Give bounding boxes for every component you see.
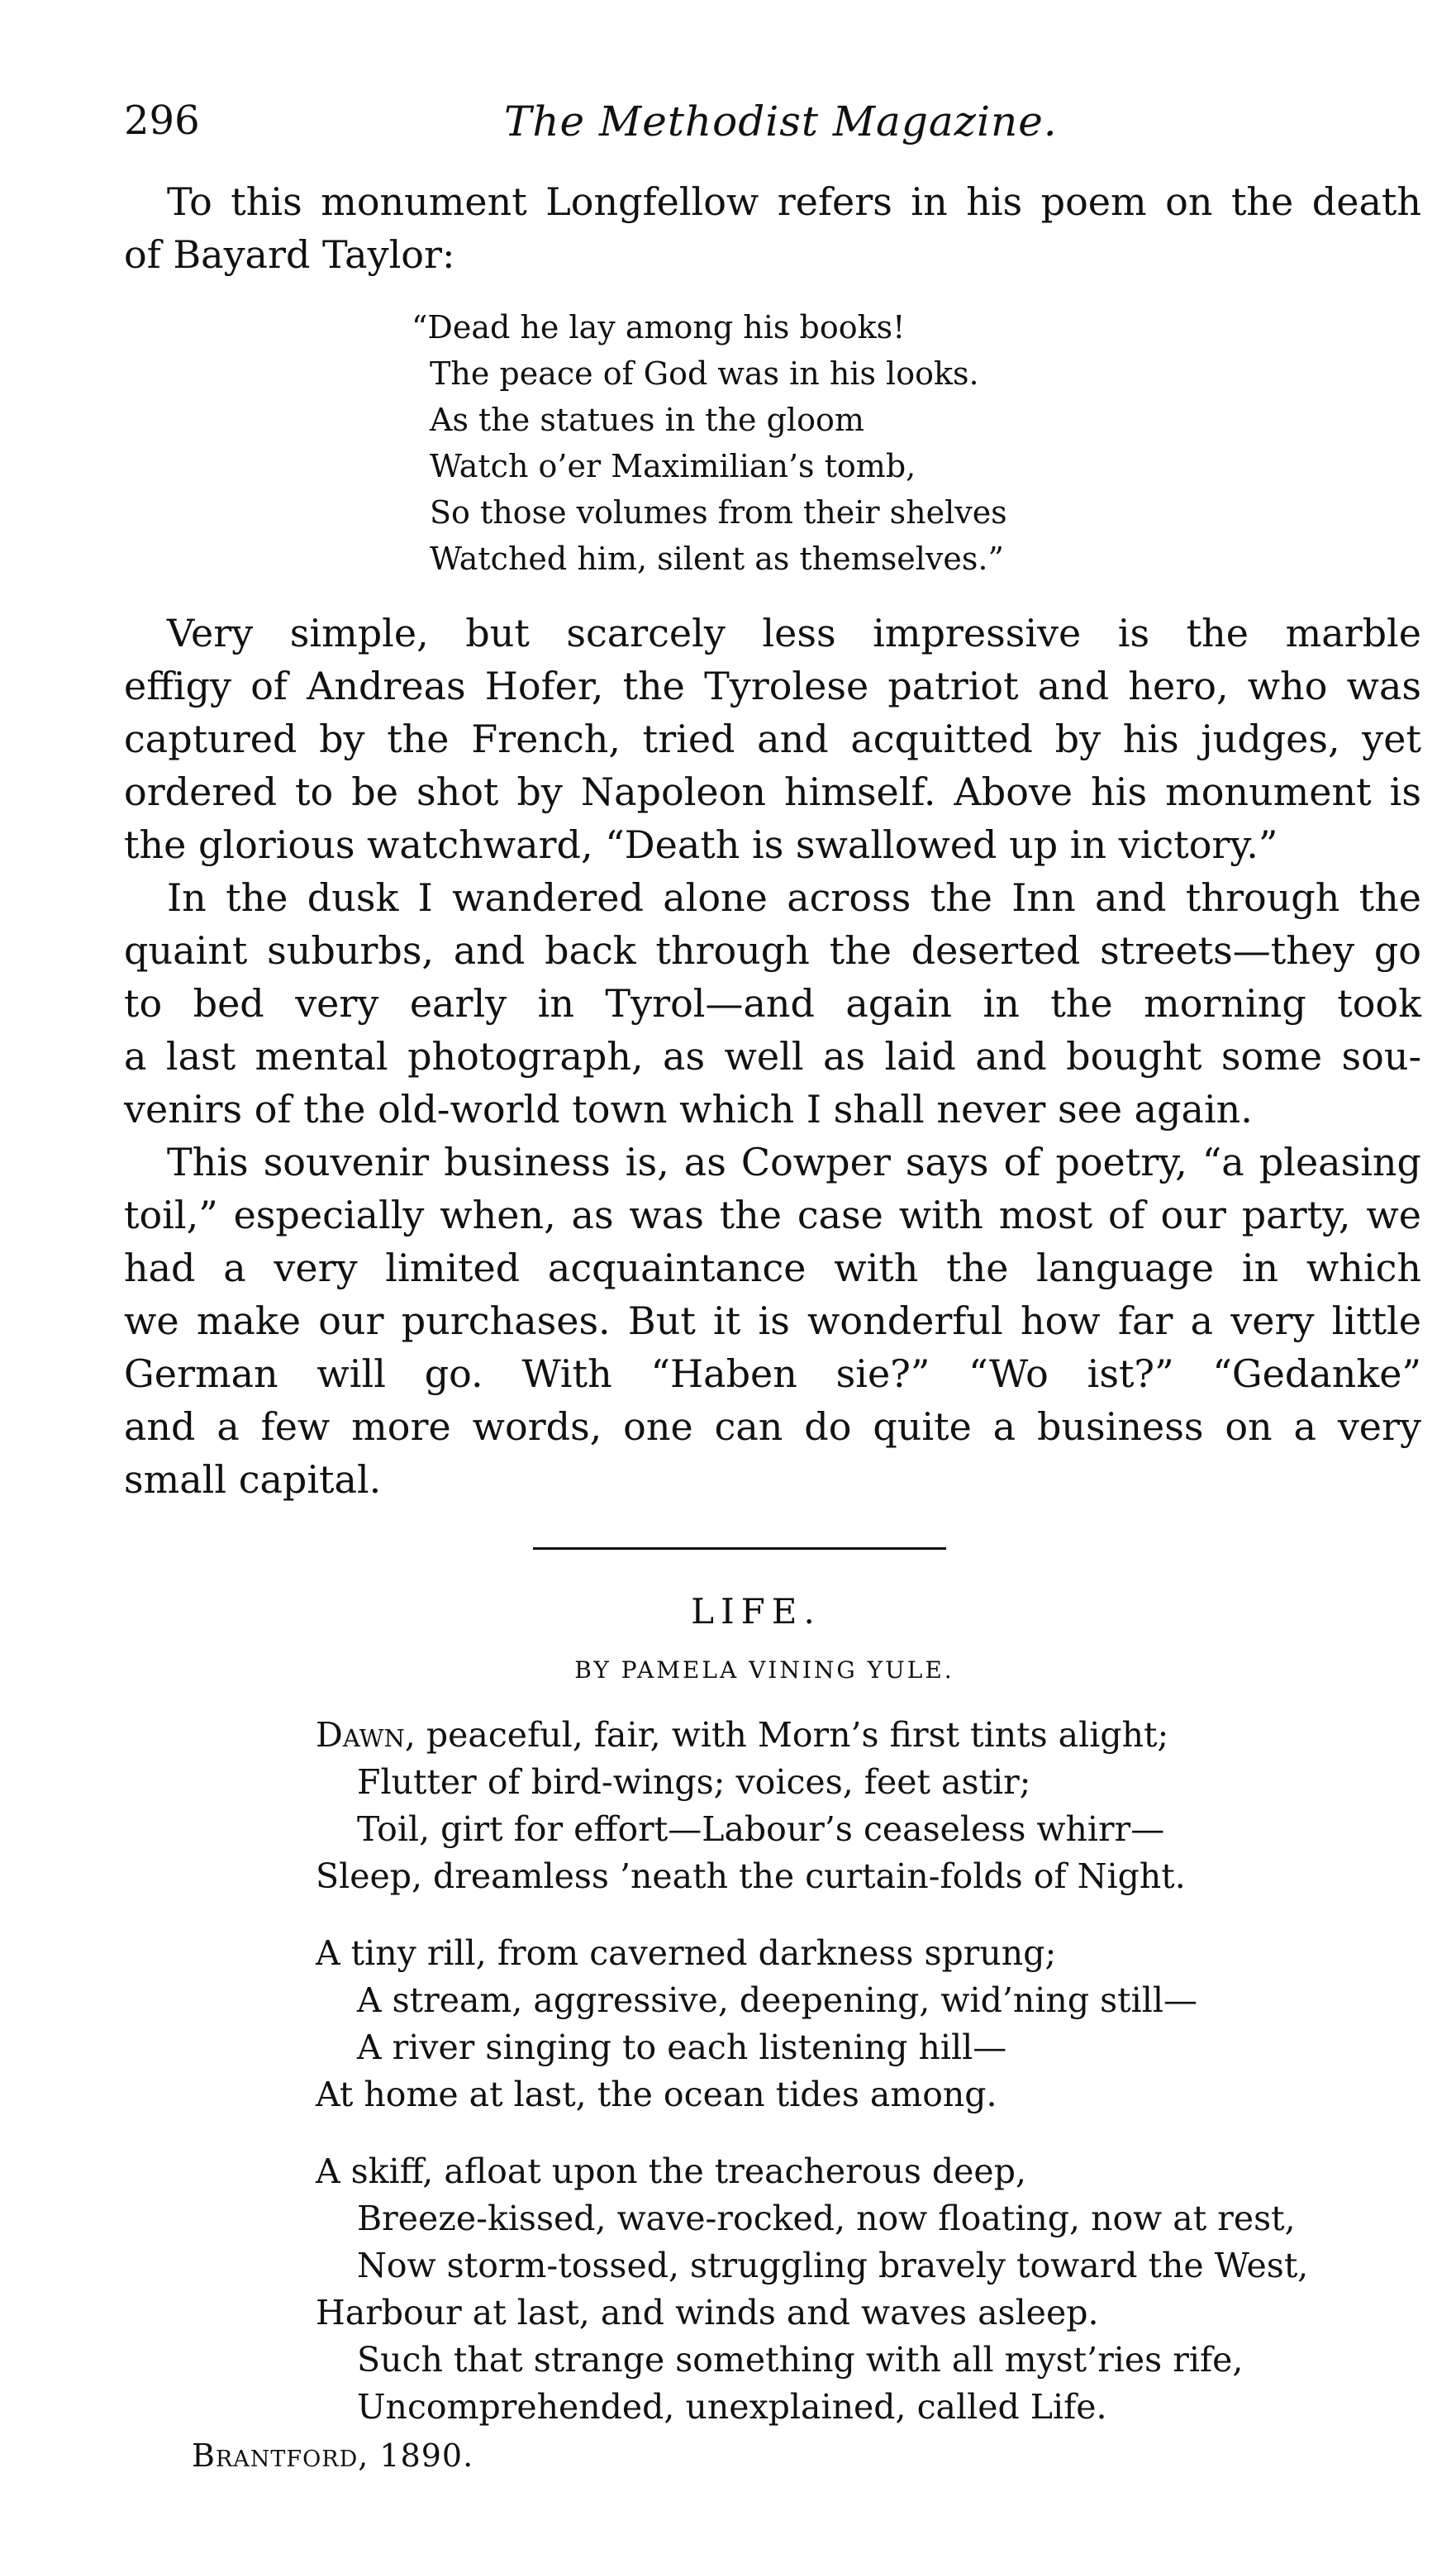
text-line: To this monument Longfellow refers in his poem on the death <box>167 179 1421 224</box>
poem-line: Such that strange something with all myst’ries rife, <box>357 2340 1244 2380</box>
text-line: German will go. With “Haben sie?” “Wo ist?” “Gedanke” <box>124 1351 1421 1396</box>
text-line: the glorious watchward, “Death is swallowed up in victory.” <box>124 822 1278 867</box>
text-line: of Bayard Taylor: <box>124 232 455 277</box>
text-line: This souvenir business is, as Cowper says of poetry, “a pleasing <box>167 1140 1421 1184</box>
poem-line: A stream, aggressive, deepening, wid’ning still— <box>357 1980 1197 2020</box>
poem-title: LIFE. <box>691 1591 821 1632</box>
souvenir-paragraph <box>124 1136 1421 1506</box>
poem-line: Breeze-kissed, wave-rocked, now floating, now at rest, <box>357 2199 1296 2238</box>
text-line: venirs of the old-world town which I shall never see again. <box>124 1087 1253 1132</box>
poem-line: Toil, girt for effort—Labour’s ceaseless whirr— <box>357 1809 1165 1849</box>
text-line: toil,” especially when, as was the case with most of our party, we <box>124 1193 1421 1237</box>
poem-stanza <box>316 1712 1421 1900</box>
poem-line: Sleep, dreamless ’neath the curtain-folds of Night. <box>316 1856 1186 1896</box>
text-line: ordered to be shot by Napoleon himself. Above his monument is <box>124 770 1421 814</box>
intro-paragraph <box>124 175 1421 281</box>
poem-line: A tiny rill, from caverned darkness sprung; <box>316 1933 1057 1973</box>
text-line: a last mental photograph, as well as laid and bought some sou- <box>124 1034 1421 1079</box>
running-title: The Methodist Magazine. <box>504 98 1058 145</box>
poem-dateline: Brantford, 1890. <box>192 2437 474 2474</box>
poem-line: At home at last, the ocean tides among. <box>316 2075 997 2114</box>
poem-line: Uncomprehended, unexplained, called Life. <box>357 2387 1107 2427</box>
text-line: quaint suburbs, and back through the deserted streets—they go <box>124 928 1421 973</box>
section-divider <box>533 1547 946 1550</box>
text-line: and a few more words, one can do quite a business on a very <box>124 1404 1421 1449</box>
text-line: captured by the French, tried and acquitted by his judges, yet <box>124 717 1421 761</box>
poem-line: Flutter of bird-wings; voices, feet astir; <box>357 1762 1031 1802</box>
dusk-paragraph <box>124 871 1421 1136</box>
longfellow-quote <box>412 304 1421 582</box>
page-header <box>124 83 1421 157</box>
poem-line: A river singing to each listening hill— <box>357 2027 1007 2067</box>
quote-line: Watched him, silent as themselves.” <box>430 541 1004 577</box>
text-line: we make our purchases. But it is wonderful how far a very little <box>124 1298 1421 1343</box>
text-line: had a very limited acquaintance with the language in which <box>124 1246 1421 1290</box>
poem-author: BY PAMELA VINING YULE. <box>574 1656 954 1684</box>
poem-line-rest: , peaceful, fair, with Morn’s first tints alight; <box>404 1715 1169 1755</box>
text-line: Very simple, but scarcely less impressive is the marble <box>167 611 1421 655</box>
poem-line: Now storm-tossed, struggling bravely toward the West, <box>357 2246 1309 2285</box>
quote-line: “Dead he lay among his books! <box>412 309 906 345</box>
text-line: In the dusk I wandered alone across the Inn and through the <box>167 875 1421 920</box>
book-page <box>124 83 1421 2474</box>
text-line: effigy of Andreas Hofer, the Tyrolese patriot and hero, who was <box>124 664 1421 708</box>
quote-line: So those volumes from their shelves <box>430 494 1007 531</box>
hofer-paragraph <box>124 607 1421 871</box>
quote-line: The peace of God was in his looks. <box>430 355 979 392</box>
drop-word: Dawn <box>316 1715 405 1755</box>
poem-stanza <box>316 1930 1421 2118</box>
poem-stanza <box>316 2148 1421 2431</box>
poem-line: A skiff, afloat upon the treacherous deep, <box>316 2151 1026 2191</box>
text-line: small capital. <box>124 1457 382 1502</box>
quote-line: Watch o’er Maximilian’s tomb, <box>430 448 916 484</box>
quote-line: As the statues in the gloom <box>430 402 864 438</box>
poem-line <box>316 1712 1421 1759</box>
poem-line: Harbour at last, and winds and waves asleep. <box>316 2293 1099 2332</box>
text-line: to bed very early in Tyrol—and again in the morning took <box>124 981 1421 1026</box>
page-number: 296 <box>124 98 200 144</box>
